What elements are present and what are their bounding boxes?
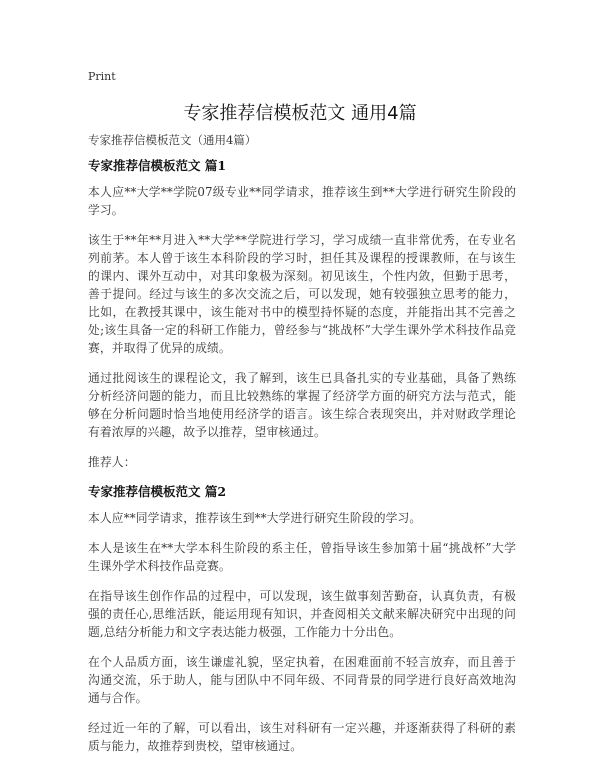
section-2-paragraph-4: 在个人品质方面，该生谦虚礼貌，坚定执着，在困难面前不轻言放弃，而且善于沟通交流，乐于助人，能与团队中不同年级、不同背景的同学进行良好高效地沟通与合作。 — [88, 655, 516, 705]
section-1-paragraph-2: 该生于**年**月进入**大学**学院进行学习，学习成绩一直非常优秀，在专业名列前茅。本人曾于该生本科阶段的学习时，担任其及课程的授课教师，在与该生的课内、课外互动中，对其印象极为深刻。初见该生，个性内敛，但勤于思考，善于提问。经过与该生的多次交流之后，可以发现，她有较强独立思考的能力，比如，在教授其课中，该生能对书中的模型持怀疑的态度，并能指出其不完善之处;该生具备一定的科研工作能力，曾经参与“挑战杯”大学生课外学术科技作品竞赛，并取得了优异的成绩。 — [88, 233, 516, 355]
section-2-paragraph-5: 经过近一年的了解，可以看出，该生对科研有一定兴趣，并逐渐获得了科研的素质与能力，故推荐到贵校，望审核通过。 — [88, 721, 516, 753]
document-title: 专家推荐信模板范文 通用4篇 — [183, 103, 417, 124]
section-2-paragraph-3: 在指导该生创作作品的过程中，可以发现，该生做事刻苦勤奋，认真负责，有极强的责任心,思维活跃，能运用现有知识，并查阅相关文献来解决研究中出现的问题,总结分析能力和文字表达能力极强，工作能力十分出色。 — [88, 589, 516, 639]
print-label[interactable]: Print — [88, 70, 116, 83]
document-body — [88, 131, 516, 763]
section-2-paragraph-2: 本人是该生在**大学本科生阶段的系主任，曾指导该生参加第十届“挑战杯”大学生课外学术科技作品竞赛。 — [88, 541, 516, 573]
section-1-paragraph-1: 本人应**大学**学院07级专业**同学请求，推荐该生到**大学进行研究生阶段的学习。 — [88, 185, 516, 217]
section-2-paragraph-1: 本人应**同学请求，推荐该生到**大学进行研究生阶段的学习。 — [88, 511, 422, 525]
section-heading-2: 专家推荐信模板范文 篇2 — [88, 484, 227, 499]
section-heading-1: 专家推荐信模板范文 篇1 — [88, 158, 227, 173]
document-subtitle: 专家推荐信模板范文（通用4篇） — [88, 133, 257, 147]
section-1-paragraph-3: 通过批阅该生的课程论文，我了解到，该生已具备扎实的专业基础，具备了熟练分析经济问题的能力，而且比较熟练的掌握了经济学方面的研究方法与范式，能够在分析问题时恰当地使用经济学的语言。该生综合表现突出，并对财政学理论有着浓厚的兴趣，故予以推荐，望审核通过。 — [88, 371, 516, 439]
section-1-recommender: 推荐人： — [88, 455, 136, 469]
